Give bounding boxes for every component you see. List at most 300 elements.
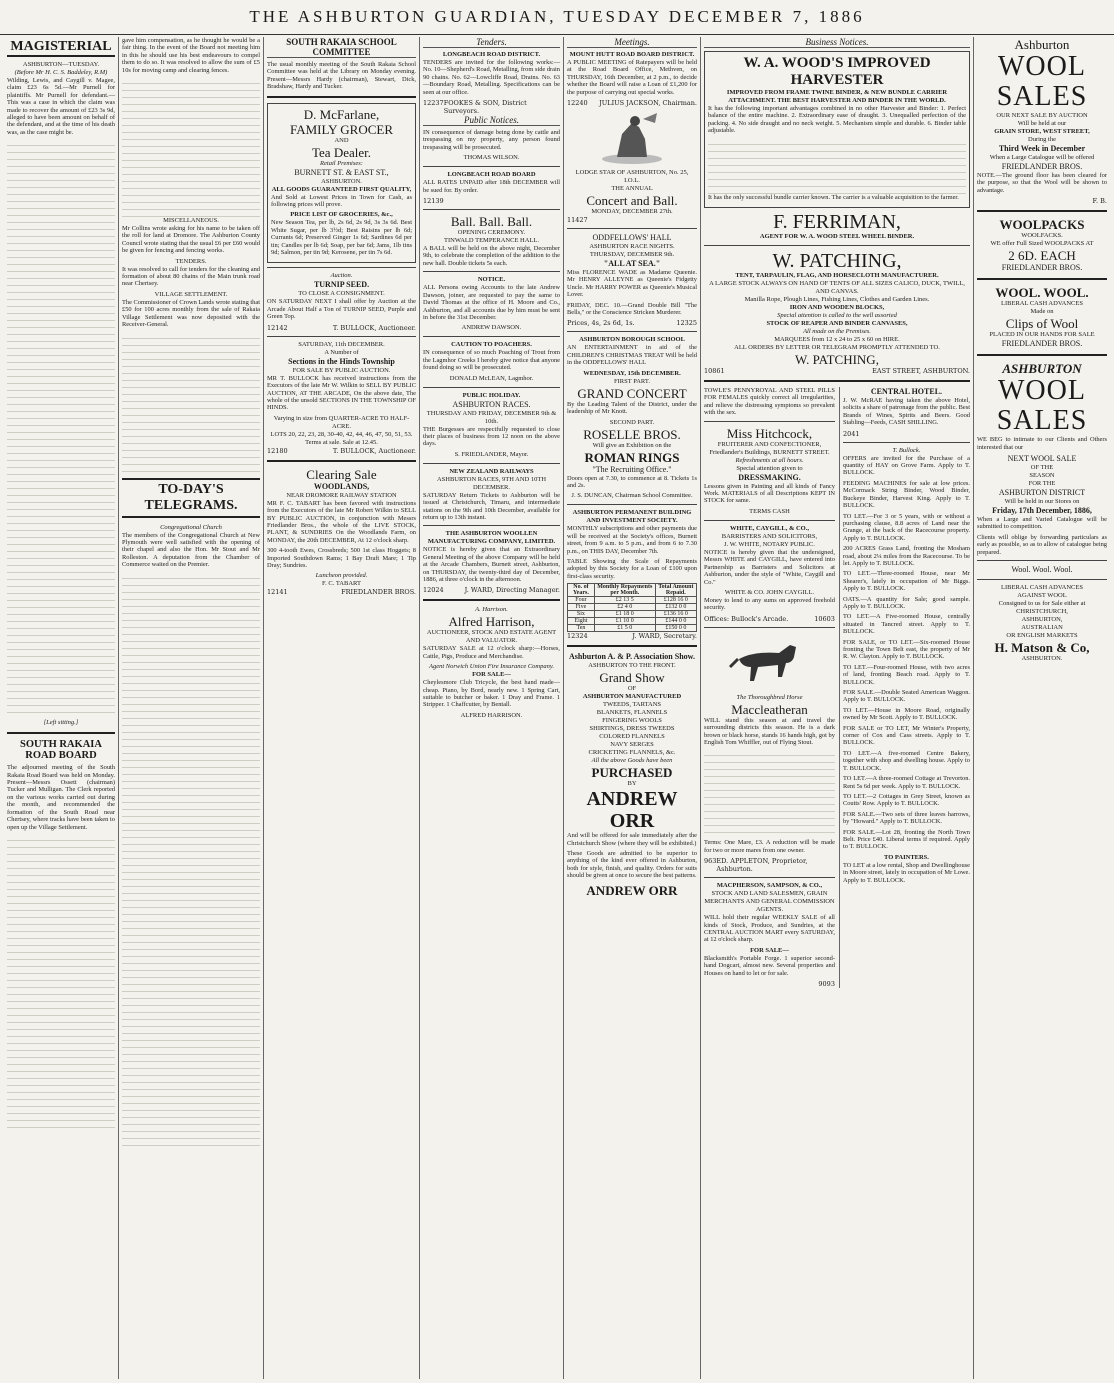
patching-orders: ALL ORDERS BY LETTER OR TELEGRAM PROMPTLY ATTENDED TO. [734, 344, 940, 352]
grain-store: GRAIN STORE, WEST STREET, [994, 128, 1090, 135]
bullock-item: FOR SALE.—Two sets of three leaves harrows, by "Howard." Apply to T. BULLOCK. [842, 810, 970, 826]
woodlands-sign-1: F. C. TABART [322, 580, 361, 588]
white-notary: J. W. WHITE, NOTARY PUBLIC. [724, 540, 815, 548]
wool-sales-heading-2: WOOL SALES [996, 375, 1088, 437]
grocer-price-list-heading: PRICE LIST OF GROCERIES, &c., [290, 211, 393, 219]
telegrams-body [122, 572, 260, 1152]
painters-text: TO LET at a low rental, Shop and Dwellinghouse in Moore street, lately in occupation of Mr Lowe. Apply to T. BULLOCK. [842, 861, 970, 884]
misc-text: Mr Collins wrote asking for his name to be taken off the roll for land at Dromore. The Ashburton County Council wrote stating that the usual £6 per £60 would be given for fencing and fencing works. [122, 225, 260, 255]
alfred-harrison-for-sale: FOR SALE— [472, 671, 511, 679]
maccleatheran-heading: Maccleatheran [731, 701, 808, 717]
divider [704, 520, 835, 521]
school-committee-text: The usual monthly meeting of the South Rakaia School Committee was held at the Library on Monday evening. Present—Messrs Hardy (chairman), Stewart, Dick, Bradshaw, Hardy and Tucker. [267, 61, 416, 91]
business-right-subcolumn [839, 387, 970, 988]
rates-notice: ALL RATES UNPAID after 18th DECEMBER will be sued for. By order. [423, 179, 560, 194]
divider [423, 336, 560, 337]
woodlands-text: MR F. C. TABART has been favored with instructions from the Executors of the late Mr Robert Wilkin to SELL BY PUBLIC AUCTION, in conjunction with Messrs Friedlander Bros., the whole of the LIVE STOCK, PLANT, & SUNDRIES On the Woodlands Farm, on MONDAY, the 20th DECEMBER, At 12 o'clock sharp. [267, 499, 416, 544]
trespass-sign: THOMAS WILSON. [463, 154, 520, 162]
varied-catalogue: When a Large and Varied Catalogue will be submitted to competition. [977, 516, 1107, 531]
bullock-item: TO LET.—A three-roomed Cottage at Trevorton. Rent 5s 6d per week. Apply to T. BULLOCK. [842, 775, 970, 790]
table-row [568, 597, 697, 604]
woollen-heading: THE ASHBURTON WOOLLEN MANUFACTURING COMPANY, LIMITED. [427, 530, 556, 546]
bullock-item: FOR SALE or TO LET, Mr Winter's Property, corner of Cox and Cass streets. Apply to T. BULLOCK. [842, 724, 970, 747]
proceedings-body: gave him compensation, as he thought he would be a fair thing. In the event of the Board not meeting him in this he should use his best endeavours to compel them to do so. It was resolved to allow the sum of £5 10s for moving camp and clearing fences. [122, 37, 260, 74]
woollen-sign: J. WARD, Directing Manager. [464, 586, 560, 595]
divider [423, 463, 560, 464]
concert-date: MONDAY, DECEMBER 27th. [591, 208, 673, 216]
prices-number: 12325 [676, 319, 697, 328]
divider [423, 271, 560, 272]
poachers-text: IN consequence of so much Poaching of Trout from the Lagmhor Creeks I hereby give notice that anyone found doing so will be prosecuted. [423, 349, 560, 372]
grocer-title: FAMILY GROCER [289, 121, 394, 137]
goods-item: FINGERING WOOLS [602, 717, 662, 725]
wool-triple: Wool. Wool. Wool. [1011, 565, 1073, 575]
second-part-label: SECOND PART. [609, 418, 655, 426]
placed-in-hands: PLACED IN OUR HANDS FOR SALE [989, 331, 1095, 339]
patching-subhead: TENT, TARPAULIN, FLAG, AND HORSECLOTH MANUFACTURER. [735, 272, 939, 280]
woodlands-heading: WOODLANDS, [313, 481, 370, 491]
magisterial-body-text [7, 139, 115, 719]
liberal-advances: LIBERAL CASH ADVANCES [1001, 300, 1083, 308]
macpherson-subhead: STOCK AND LAND SALESMEN, GRAIN MERCHANTS AND GENERAL COMMISSION AGENTS. [704, 890, 835, 914]
magisterial-heading: MAGISTERIAL [7, 39, 115, 57]
divider [704, 380, 970, 382]
friday-date: Friday, 17th December, 1886, [992, 506, 1092, 516]
ball-heading: Ball. Ball. Ball. [450, 214, 533, 230]
oddfellows-heading: ODDFELLOWS' HALL [592, 233, 672, 243]
magisterial-subhead: (Before Mr H. C. S. Baddeley, R.M) [14, 69, 108, 76]
business-notices-heading: Business Notices. [704, 37, 970, 48]
table-row [568, 611, 697, 618]
show-of: OF [627, 685, 637, 693]
annual-label: THE ANNUAL [611, 185, 653, 193]
bullock-item: TO LET.—A Five-roomed House, centrally situated in Tancred street. Apply to T. BULLOCK. [842, 613, 970, 636]
made-on: Made on [1030, 308, 1054, 316]
village-heading: VILLAGE SETTLEMENT. [154, 290, 228, 298]
longbeach-heading: LONGBEACH ROAD DISTRICT. [442, 51, 541, 58]
andrew-orr-heading: ANDREW ORR [586, 788, 678, 833]
woodlands-list: 300 4-tooth Ewes, Crossbreds; 500 1st class Hoggets; 8 Imported Southdown Rams; 1 Bay Draft Mare; 1 Tip Dray; Sundries. [267, 547, 416, 569]
school-committee-heading: SOUTH RAKAIA SCHOOL COMMITTEE [267, 37, 416, 58]
race-nights-date: THURSDAY, DECEMBER 9th. [589, 251, 675, 259]
bullock-item: TO LET.—Three-roomed House, near Mr Shearer's, lately in occupation of Mr Biggs. Apply to T. BULLOCK. [842, 570, 970, 593]
manufactured-heading: ASHBURTON MANUFACTURED [582, 693, 682, 701]
borough-school-text: AN ENTERTAINMENT in aid of the CHILDREN'S CHRISTMAS TREAT Will be held in the ODDFELLOWS' HALL [567, 344, 697, 367]
turnip-heading: TURNIP SEED. [313, 280, 370, 290]
bullock-item: TO LET.—A five-roomed Centre Bakery, together with shop and dwelling house. Apply to T. BULLOCK. [842, 749, 970, 772]
table-cell: £2 4 0 [594, 604, 655, 611]
railways-heading: NEW ZEALAND RAILWAYS [449, 467, 534, 475]
our-next-sale: OUR NEXT SALE BY AUCTION [996, 112, 1088, 119]
matson-heading: H. Matson & Co, [994, 640, 1090, 656]
lodge-name: LODGE STAR OF ASHBURTON, No. 25, I.O.L. [575, 169, 689, 185]
divider [977, 354, 1107, 356]
christchurch: CHRISTCHURCH, [1016, 608, 1068, 616]
bullock-item: TO LET.—For 3 or 5 years, with or without a purchasing clause, 8.8 acres of Land near the Grange, at the back of the Racecourse property. Apply to T. BULLOCK. [842, 512, 970, 542]
sections-time: Terms at sale. Sale at 12.45. [305, 438, 378, 446]
consigned-text: Consigned to us for Sale either at [998, 600, 1086, 608]
meetings-section-heading: Meetings. [567, 37, 697, 48]
macpherson-text: WILL hold their regular WEEKLY SALE of all kinds of Stock, Produce, and Sundries, at the CENTRAL AUCTION MART every SATURDAY, at 12 o'clock sharp. [704, 914, 835, 944]
ashburton-place: ASHBURTON, [1021, 616, 1063, 624]
goods-item: NAVY SERGES [610, 741, 654, 749]
table-cell: Six [568, 611, 595, 618]
grand-show-heading: Grand Show [599, 670, 665, 686]
grocer-premises: Retail Premises: [320, 159, 363, 167]
masthead-title: THE ASHBURTON GUARDIAN, TUESDAY DECEMBER 7, 1886 [249, 7, 865, 26]
longbeach-board-heading: LONGBEACH ROAD BOARD [447, 171, 536, 179]
woolpacks-price: 2 6D. EACH [1008, 248, 1076, 264]
auction-heading: Auction. [330, 272, 353, 280]
column-wool-sales [974, 37, 1110, 1379]
goods-item: TWEEDS, TARTANS [602, 701, 662, 709]
patching-number: 10861 [704, 367, 725, 376]
rates-number: 12139 [423, 197, 444, 206]
sections-number-of: A Number of [324, 348, 359, 356]
table-cell: £150 0 0 [655, 625, 696, 632]
andrew-orr-text: And will be offered for sale immediately after the Christchurch Show (where they will be exhibited.) [567, 832, 697, 847]
table-cell: £128 16 0 [655, 597, 696, 604]
sections-date: SATURDAY, 11th DECEMBER. [298, 340, 385, 348]
alfred-harrison-subhead: AUCTIONEER, STOCK AND ESTATE AGENT AND VALUATOR. [426, 629, 557, 645]
magisterial-intro: Wilding, Lewis, and Caygill v. Magee, claim £23 6s 5d.—Mr Purnell for plaintiffs. Mr Purnell for defendant.—This was a case in which the claim was made to recover the amount of £23 3s 9d, alleged to have been amount on behalf of the defendant, and at the time of his death was, as the case might be. [7, 77, 115, 136]
alfred-harrison-sign: ALFRED HARRISON. [460, 711, 523, 719]
doors-text: Doors open at 7.30, to commence at 8. Tickets 1s and 2s. [567, 474, 697, 489]
woodlands-lunch: Luncheon provided. [315, 572, 368, 580]
sections-sign: T. BULLOCK, Auctioneer. [332, 446, 416, 455]
poachers-heading: CAUTION TO POACHERS. [451, 341, 532, 349]
divider [704, 421, 835, 422]
loan-table-caption: TABLE Showing the Scale of Repayments adopted by this Society for a Loan of £100 upon first-class security. [567, 557, 697, 580]
woolpacks-offer: WE offer Full Sized WOOLPACKS AT [990, 240, 1094, 248]
races-text: THE Burgesses are respectfully requested to close their places of business from 12 noon on the above days. [423, 425, 560, 448]
table-cell: £1 5 0 [594, 625, 655, 632]
divider [567, 228, 697, 229]
third-week: Third Week in December [998, 144, 1086, 153]
ball-subhead: OPENING CEREMONY. [457, 229, 526, 237]
bullock-item: FEEDING MACHINES for sale at low prices. McCormack String Binder, Wood Binder, Buckeye Binder, Harvest King. Apply to T. BULLOCK. [842, 479, 970, 510]
mount-hutt-sign: JULIUS JACKSON, Chairman. [599, 99, 697, 108]
poachers-sign: DONALD McLEAN, Lagmhor. [449, 374, 534, 382]
patching-ropes: Manilla Rope, Plough Lines, Fishing Lines, Clothes and Garden Lines. [744, 296, 930, 304]
show-heading: Ashburton A. & P. Association Show. [569, 652, 695, 662]
doors-sign: J. S. DUNCAN, Chairman School Committee. [571, 492, 693, 500]
grocer-trade: Tea Dealer. [312, 144, 371, 160]
woolpacks-subhead: WOOLFACKS. [1021, 232, 1063, 240]
grocer-guarantee: ALL GOODS GUARANTEED FIRST QUALITY, [271, 185, 412, 193]
wool-wool-heading: WOOL. WOOL. [995, 285, 1089, 301]
races-date: THURSDAY AND FRIDAY, DECEMBER 9th & 10th. [426, 409, 557, 425]
central-hotel-heading: CENTRAL HOTEL. [870, 387, 943, 397]
white-caygill-text: NOTICE is hereby given that the undersigned, Messrs WHITE and CAYGILL, have entered into Partnership as Barristers and Solicitors at Ashburton, under the style of "White, Caygill and Co." [704, 548, 835, 586]
friday-bill-text: FRIDAY, DEC. 10.—Grand Double Bill "The Bells," or the Conscience Stricken Murderer. [567, 301, 697, 317]
notice2-text: ALL Persons owing Accounts to the late Andrew Dawson, joiner, are requested to pay the same to David Thomas at the office of H. Moore and Co., Ashburton, and all accounts due by him must be sent in before the 31st December. [423, 284, 560, 321]
divider [423, 387, 560, 388]
patching-stock: A LARGE STOCK ALWAYS ON HAND OF TENTS OF ALL SIZES CALICO, DUCK, TWILL, AND CANVAS. [709, 280, 965, 296]
turnip-sign: T. BULLOCK, Auctioneer. [332, 323, 416, 332]
bullock-item: FOR SALE, or TO LET.—Six-roomed House fronting the Town Belt east, the property of Mr R. W. Clayton. Apply to T. BULLOCK. [842, 638, 970, 661]
friedlander-sign-3: FRIEDLANDER BROS. [1001, 339, 1083, 349]
divider [267, 267, 416, 268]
sections-sale: FOR SALE BY PUBLIC AUCTION. [292, 366, 391, 374]
turnip-number: 12142 [267, 323, 288, 332]
sections-lots: LOTS 20, 22, 23, 28, 30-40, 42, 44, 46, 47, 50, 51, 53. [270, 430, 413, 438]
holiday-heading: PUBLIC HOLIDAY. [462, 391, 521, 399]
central-hotel-text: J. W. McRAE having taken the above Hotel, solicits a share of patronage from the public. Best Brands of Wines, Spirits and Beers. Good Stabling—Feeds, CASH SHILLING. [842, 397, 970, 427]
tenders-text: It was resolved to call for tenders for the cleaning and formation of about 80 chains of the Main trunk road near Chertsey. [122, 265, 260, 288]
concert-number: 11427 [567, 216, 588, 225]
divider [567, 331, 697, 332]
ferriman-heading: F. FERRIMAN, [773, 211, 901, 234]
sections-terms: Varying in size from QUARTER-ACRE TO HALF-ACRE. [273, 414, 410, 430]
longbeach-text: TENDERS are invited for the following works:— No. 10—Shepherd's Road, Metalling, from side drain 90 chains. No. 62—Lowcliffe Road, Drains. No. 63—Boundary Road, Metalling. Specifications can be seen at our office. [423, 59, 560, 96]
grocer-address: BURNETT ST. & EAST ST., [294, 167, 389, 177]
of-the: OF THE [1030, 464, 1054, 472]
patching-footer: W. PATCHING, [795, 352, 879, 368]
macpherson-list: Blacksmith's Portable Forge. 1 superior second-hand Dogcart, almost new. Several properties and Houses on hand to let or for sale. [704, 954, 835, 977]
dressmaking-text: Lessons given in Painting and all kinds of Fancy Work. MATERIALS of all Descriptions KEPT IN STOCK for same. [704, 482, 835, 505]
masthead [0, 0, 1114, 35]
harvester-subhead: IMPROVED FROM FRAME TWINE BINDER, & NEW BUNDLE CARRIER ATTACHMENT. THE BEST HARVESTER AND BINDER IN THE WORLD. [726, 89, 948, 104]
grocer-sold: And Sold at Lowest Prices in Town for Cash, as following prices will prove. [271, 193, 412, 209]
hitchcock-special: Special attention given to [736, 464, 803, 472]
column-business-notices [701, 37, 974, 1379]
divider [567, 645, 697, 647]
table-cell: £2 13 5 [594, 597, 655, 604]
bullock-item: FOR SALE.—Double Seated American Waggon. Apply to T. BULLOCK. [842, 689, 970, 704]
australian: AUSTRALIAN [1021, 624, 1063, 632]
grocer-ad [267, 103, 416, 264]
hitchcock-subhead: FRUITERER AND CONFECTIONER, Friedlander's Buildings, BURNETT STREET. [709, 440, 830, 456]
bullock-item: OATS.—A quantity for Sale; good sample. Apply to T. BULLOCK. [842, 595, 970, 610]
andrew-orr-footer: ANDREW ORR [586, 882, 678, 898]
maccleatheran-sign: ED. APPLETON, Proprietor, Ashburton. [716, 857, 808, 874]
bullock-item: TO LET.—2 Cottages in Grey Street, known as Coutts' Row. Apply to T. BULLOCK. [842, 792, 970, 808]
wool-sales-heading: WOOL SALES [996, 51, 1088, 112]
andrew-orr-text-2: These Goods are admitted to be superior to anything of the kind ever offered in Ashburton, both for style, finish, and quality. Orders for suits should be given at once to secure the best patterns. [567, 849, 697, 880]
purchased-by: BY [627, 780, 637, 788]
purchased-heading: PURCHASED [591, 765, 673, 781]
alfred-harrison-list: Cheylesmore Club Tricycle, the best hand made—cheap. Piano, by Bord, nearly new. 1 Spring Cart, suitable to butcher or baker. 1 Dray and Frame. 1 Stripper. 1 Chaffcutter, by Bentall. [423, 679, 560, 709]
bullock-item: FOR SALE.—Lot 28, fronting the North Town Belt. Price £40. Liberal terms if required. Apply to T. BULLOCK. [842, 828, 970, 851]
catalogue-note: When a Large Catalogue will be offered [989, 154, 1095, 161]
column-grocer-auction [264, 37, 420, 1379]
clients-oblige: Clients will oblige by forwarding particulars as early as possible, so as to allow of catalogue being prepared. [977, 533, 1107, 556]
rakaia-road-board-heading: SOUTH RAKAIA ROAD BOARD [20, 739, 102, 762]
divider [704, 627, 835, 628]
mount-hutt-heading: MOUNT HUTT ROAD BOARD DISTRICT. [569, 51, 695, 58]
maccleatheran-text: WILL stand this season at and travel the surrounding districts this season. He is a dark brown or black horse, stands 16 hands high, got by English Tom Whiffler, out of Flying Stout. [704, 716, 835, 746]
patching-premises: All made on the Premises. [803, 328, 871, 336]
notice2-sign: ANDREW DAWSON. [461, 324, 522, 332]
divider [567, 504, 697, 505]
race-nights-heading: ASHBURTON RACE NIGHTS. [589, 243, 675, 251]
table-cell: £136 16 0 [655, 611, 696, 618]
horse-illustration [704, 632, 835, 694]
macpherson-for-sale: FOR SALE— [750, 946, 789, 954]
grocer-price-list: New Season Tea, per lb, 2s 6d, 2s 9d, 3s 3s 6d. Best White Sugar, per lb 3½d; Best Raisins per lb 6d; Currants 6d; Preserved Ginger 1s 6d; Sardines 6d per tin; Candles per lb 6d; Soap, per bar 6d; Jams, 1lb tins 9d; Salmon, per tin 9d; Kerosene, per tin 7s 6d. [271, 219, 412, 257]
notice2-heading: NOTICE. [477, 276, 506, 284]
maccleatheran-number: 963 [704, 857, 717, 866]
hitchcock-heading: Miss Hitchcock, [726, 425, 813, 441]
divider [7, 732, 115, 734]
ashburton-wool-heading: ASHBURTON [1002, 361, 1082, 377]
maccleatheran-pedigree [704, 749, 835, 839]
grocer-name: D. McFarlane, [303, 106, 380, 122]
grand-concert-text: By the Leading Talent of the District, under the leadership of Mr Knott. [567, 400, 697, 416]
harrison-section: A. Harrison. [475, 606, 508, 614]
patching-reaper: STOCK OF REAPER AND BINDER CANVASES, [766, 320, 908, 328]
table-cell: Four [568, 597, 595, 604]
races-sign: S. FRIEDLANDER, Mayor. [454, 450, 529, 458]
white-caygill-subhead: BARRISTERS AND SOLICITORS, [721, 532, 818, 540]
purchased-pre: All the above Goods have been [591, 757, 673, 765]
patching-heading: W. PATCHING, [772, 250, 902, 273]
misc-heading: MISCELLANEOUS. [163, 217, 219, 225]
column-proceedings [119, 37, 264, 1379]
table-cell: Eight [568, 618, 595, 625]
table-sign: J. WARD, Secretary. [632, 632, 697, 641]
table-cell: Ten [568, 625, 595, 632]
concert-ball-heading: Concert and Ball. [586, 193, 678, 209]
telegrams-heading: TO-DAY'S TELEGRAMS. [122, 478, 260, 518]
telegrams-text: The members of the Congregational Church at New Plymouth were well satisfied with the opening of their chapel and also the Hon. Mr Stout and Mr Rolleston. A deputation from the Chamber of Commerce waited on the Premier. [122, 531, 260, 569]
bullock-section: T. Bullock. [892, 446, 921, 454]
table-header: No. of Years. [568, 584, 595, 597]
grocer-town: ASHBURTON. [321, 177, 362, 185]
all-at-sea-heading: "ALL AT SEA." [603, 259, 661, 269]
woodlands-number: 12141 [267, 588, 288, 597]
rakaia-road-board-text: The adjourned meeting of the South Rakaia Road Board was held on Monday. Present—Messrs Ossett (chairman) Tucker and Mulligan. The Clerk reported on the various works carried out during the month, and recommended the formation of the South Road near Chertsey, where tracks have been taken to open up the Village Settlement. [7, 764, 115, 831]
divider [267, 96, 416, 98]
roselle-text: Will give an Exhibition on the [592, 441, 672, 449]
village-text: The Commissioner of Crown Lands wrote stating that £50 for 100 acres monthly from the sale of Rakaia Village Settlement was now deposited with the Receiver-General. [122, 298, 260, 329]
borough-school-date: WEDNESDAY, 15th DECEMBER. [583, 369, 681, 377]
magisterial-dateline: ASHBURTON—TUESDAY. [22, 61, 100, 68]
goods-item: COLORED FLANNELS [599, 733, 665, 741]
intimate-text: WE BEG to intimate to our Clients and Others interested that our [977, 436, 1107, 451]
magisterial-sign-off: [Left sitting.] [43, 719, 79, 727]
maccleatheran-terms: Terms: One Mare, £3. A reduction will be made for two or more mares from one owner. [704, 839, 835, 854]
roselle-heading: ROSELLE BROS. [583, 426, 681, 442]
divider [977, 210, 1107, 212]
loan-repayment-table [567, 583, 697, 632]
divider [423, 599, 560, 601]
all-at-sea-text: Miss FLORENCE WADE as Madame Queenie. Mr HENRY ALLEYNE as Queenie's Fidgetty Uncle. Mr HARRY POWER as Queenie's Musical Lover. [567, 269, 697, 299]
white-caygill-sign: WHITE & CO. JOHN CAYGILL. [724, 588, 815, 596]
tenders-heading: TENDERS. [175, 257, 207, 265]
table-cell: £1 18 0 [594, 611, 655, 618]
divider [977, 579, 1107, 580]
longbeach-sign: FOOKES & SON, District Surveyors. [443, 99, 527, 116]
public-notices-heading: Public Notices. [423, 115, 560, 126]
clearing-sale-heading: Clearing Sale [306, 466, 377, 482]
ball-text: A BALL will be held on the above night, December 9th, to celebrate the completion of the addition to the new hall. Double tickets 5s each. [423, 245, 560, 267]
trespass-notice: IN consequence of damage being done by cattle and trespassing on my property, any person found trespassing will be prosecuted. [423, 129, 560, 151]
harvester-note: It has the only successful bundle carrier known. The carrier is a valuable acquisition to the farmer. [708, 193, 959, 201]
table-cell: £1 10 0 [594, 618, 655, 625]
divider [704, 877, 835, 878]
newspaper-page [4, 37, 1110, 1379]
alfred-harrison-heading: Alfred Harrison, [448, 614, 535, 630]
ashburton-label: Ashburton [1014, 37, 1070, 52]
telegrams-subhead: Congregational Church [160, 523, 222, 531]
held-at: Will be held at our [1017, 120, 1067, 127]
macpherson-number: 9093 [818, 980, 835, 988]
table-cell: Five [568, 604, 595, 611]
table-cell: £132 0 0 [655, 604, 696, 611]
table-header: Total Amount Repaid. [655, 584, 696, 597]
for-the: FOR THE [1028, 480, 1056, 488]
pills-ad: TOWLE'S PENNYROYAL AND STEEL PILLS FOR FEMALES quickly correct all irregularities, and relieve the distressing symptoms so prevalent with the sex. [704, 387, 835, 417]
harvester-ad [704, 51, 970, 208]
bullock-item: 200 ACRES Grass Land, fronting the Mosham road, about 2¼ miles from the Racecourse. To be let. Apply to T. BULLOCK. [842, 545, 970, 567]
mount-hutt-text: A PUBLIC MEETING of Ratepayers will be held at the Road Board Office, Methven, on THURSDAY, 16th December, at 2 p.m., to decide whether the Board will raise a Loan of £1,200 for the purpose of carrying out special works. [567, 59, 697, 96]
hitchcock-refresh: Refreshments at all hours. [735, 456, 804, 464]
races-heading: ASHBURTON RACES. [452, 399, 531, 409]
next-wool-sale: NEXT WOOL SALE [1007, 454, 1077, 464]
permanent-society-heading: ASHBURTON PERMANENT BUILDING AND INVESTMENT SOCIETY. [572, 509, 692, 525]
column-meetings [564, 37, 701, 1379]
sections-text: MR T. BULLOCK has received instructions from the Executors of the late Mr W. Wilkin to SELL BY PUBLIC AUCTION, AT THE ARCADE, On the above date, The whole of the unsold SECTIONS IN THE TOWNSHIP OF HINDS. [267, 374, 416, 412]
table-row [568, 604, 697, 611]
harvester-heading: W. A. WOOD'S IMPROVED HARVESTER [743, 55, 931, 88]
patching-address: EAST STREET, ASHBURTON. [872, 367, 970, 376]
divider [423, 209, 560, 210]
english-markets: OR ENGLISH MARKETS [1006, 632, 1078, 640]
first-part-label: FIRST PART. [614, 377, 650, 385]
railways-text: SATURDAY Return Tickets to Ashburton will be issued at Christchurch, Timaru, and intermediate stations on the 9th and 10th December, available for return up to 13th instant. [423, 491, 560, 521]
held-in-stores: Will be held in our Stores on [1004, 498, 1080, 506]
harvester-text: It has the following important advantages combined in no other Harvester and Binder: 1. Perfect balance of the entire machine. 2. Extraordinary ease of draught. 3. Unequalled perfection of the packing. 4. No side draught and no neck weight. 5. Mechanism simple and durable. 6. Binder table adjustable. [708, 105, 966, 135]
permanent-society-text: MONTHLY subscriptions and other payments due will be received at the Society's offices, Burnett street, from 9 a.m. to 5 p.m., and from 6 to 7.30 p.m., on THIS DAY, December 7th. [567, 525, 697, 555]
white-caygill-heading: WHITE, CAYGILL, & CO., [729, 524, 809, 532]
divider [423, 166, 560, 167]
divider [977, 278, 1107, 280]
patching-special: Special attention is called to the well assorted [777, 312, 897, 320]
sections-number: 12180 [267, 446, 288, 455]
village-body [122, 332, 260, 472]
season-label: SEASON [1029, 472, 1055, 480]
ground-floor-note: NOTE.—The ground floor has been cleared for the purpose, so that the Wool will be shown to advantage. [977, 172, 1107, 194]
roman-rings-heading: ROMAN RINGS [584, 449, 680, 465]
macpherson-heading: MACPHERSON, SAMPSON, & CO., [716, 882, 823, 890]
ashburton-district: ASHBURTON DISTRICT [998, 488, 1086, 498]
dressmaking-terms: TERMS CASH [749, 507, 790, 515]
table-cell: £144 0 0 [655, 618, 696, 625]
sections-heading: Sections in the Hinds Township [288, 356, 395, 366]
note-sign: F. B. [1092, 197, 1107, 206]
alfred-harrison-sale: SATURDAY SALE at 12 o'clock sharp:—Horses, Cattle, Pigs, Produce and Merchandise. [423, 645, 560, 660]
harvester-feature-list [708, 138, 966, 194]
grocer-and: AND [334, 136, 349, 144]
white-office: Offices: Bullock's Arcade. [704, 614, 789, 623]
turnip-text: ON SATURDAY NEXT I shall offer by Auction at the Arcade About Half a Ton of TURNIP SEED, Purple and Green Top. [267, 298, 416, 321]
column-magisterial [4, 37, 119, 1379]
central-hotel-number: 2041 [842, 429, 860, 438]
show-front: ASHBURTON TO THE FRONT. [588, 662, 676, 670]
bullock-item: OFFERS are invited for the Purchase of a quantity of HAY on Grove Farm. Apply to T. BULLOCK. [842, 454, 970, 477]
goods-item: BLANKETS, FLANNELS [596, 709, 668, 717]
white-number: 10603 [814, 614, 835, 623]
painters-heading: TO PAINTERS. [884, 853, 929, 861]
divider [977, 560, 1107, 561]
maccleatheran-pre: The Thoroughbred Horse [736, 693, 803, 701]
divider [267, 460, 416, 462]
matson-town: ASHBURTON. [1021, 655, 1063, 663]
goods-item: CRICKETING FLANNELS, &c. [588, 749, 676, 757]
railways-subhead: ASHBURTON RACES, 9TH AND 10TH DECEMBER. [436, 475, 547, 491]
